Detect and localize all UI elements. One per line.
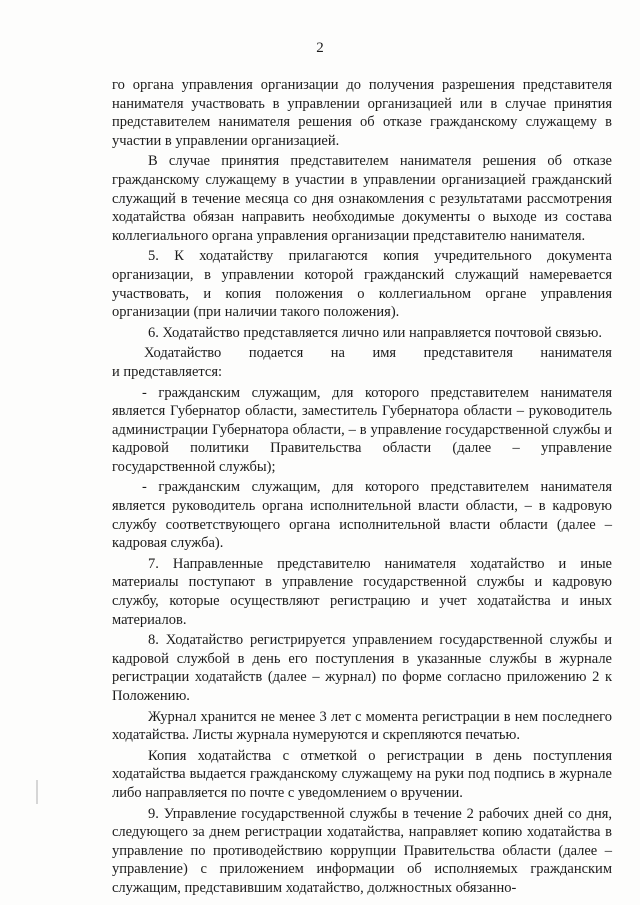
submission-continuation: и представляется: <box>112 363 223 380</box>
paragraph-submission <box>112 344 612 381</box>
paragraph-7: 7. Направленные представителю нанимателя ходатайство и иные материалы поступают в управление государственной службы и кадровую службу, которые осуществляют регистрацию и учет ходатайства и иных материалов. <box>112 555 612 628</box>
page-number: 2 <box>316 40 324 56</box>
submission-word: нанимателя <box>540 345 612 362</box>
submission-first-line <box>112 344 612 363</box>
submission-word: подается <box>248 345 304 362</box>
scan-margin-mark <box>36 780 38 804</box>
document-body <box>112 76 612 900</box>
paragraph-continuation: го органа управления организации до получения разрешения представителя нанимателя участвовать в управлении организацией или в случае принятия представителем нанимателя решения об отказе гражданскому служащему в участии в управлении организацией. <box>112 77 612 149</box>
paragraph-copy: Копия ходатайства с отметкой о регистрации в день поступления ходатайства выдается гражданскому служащему на руки под подпись в журнале либо направляется по почте с уведомлением о вручении. <box>112 747 612 801</box>
paragraph-9: 9. Управление государственной службы в течение 2 рабочих дней со дня, следующего за днем регистрации ходатайства, направляет копию ходатайства в управление по противодействию коррупции Правительства области (далее – управление) с приложением информации об исполняемых гражданским служащим, представившим ходатайство, должностных обязанно- <box>112 805 612 896</box>
paragraph-refusal: В случае принятия представителем нанимателя решения об отказе гражданскому служащему в участии в управлении организацией гражданский служащий в течение месяца со дня ознакомления с результатами рассмотрения ходатайства обязан направить необходимые документы о выходе из состава коллегиального органа управления организации представителю нанимателя. <box>112 153 612 244</box>
submission-word: на <box>330 345 345 362</box>
dash-item-governor: - гражданским служащим, для которого представителем нанимателя является Губернатор области, заместитель Губернатора области – руководитель администрации Губернатора области, – в управление государственной службы и кадровой политики Правительства области (далее – управление государственной службы); <box>112 384 612 475</box>
paragraph-5: 5. К ходатайству прилагаются копия учредительного документа организации, в управлении которой гражданский служащий намеревается участвовать, и копия положения о коллегиальном органе управления организации (при наличии такого положения). <box>112 248 612 321</box>
dash-item-executive: - гражданским служащим, для которого представителем нанимателя является руководитель органа исполнительной власти области, – в кадровую службу соответствующего органа исполнительной власти области (далее – кадровая служба). <box>112 479 612 552</box>
submission-word: имя <box>372 345 397 362</box>
submission-word: Ходатайство <box>144 345 222 362</box>
paragraph-6: 6. Ходатайство представляется лично или направляется почтовой связью. <box>148 324 602 341</box>
submission-word: представителя <box>423 345 513 362</box>
paragraph-8: 8. Ходатайство регистрируется управлением государственной службы и кадровой службой в день его поступления в указанные службы в журнале регистрации ходатайств (далее – журнал) по форме согласно приложению 2 к Положению. <box>112 632 612 704</box>
paragraph-journal: Журнал хранится не менее 3 лет с момента регистрации в нем последнего ходатайства. Листы журнала нумеруются и скрепляются печатью. <box>112 708 612 744</box>
